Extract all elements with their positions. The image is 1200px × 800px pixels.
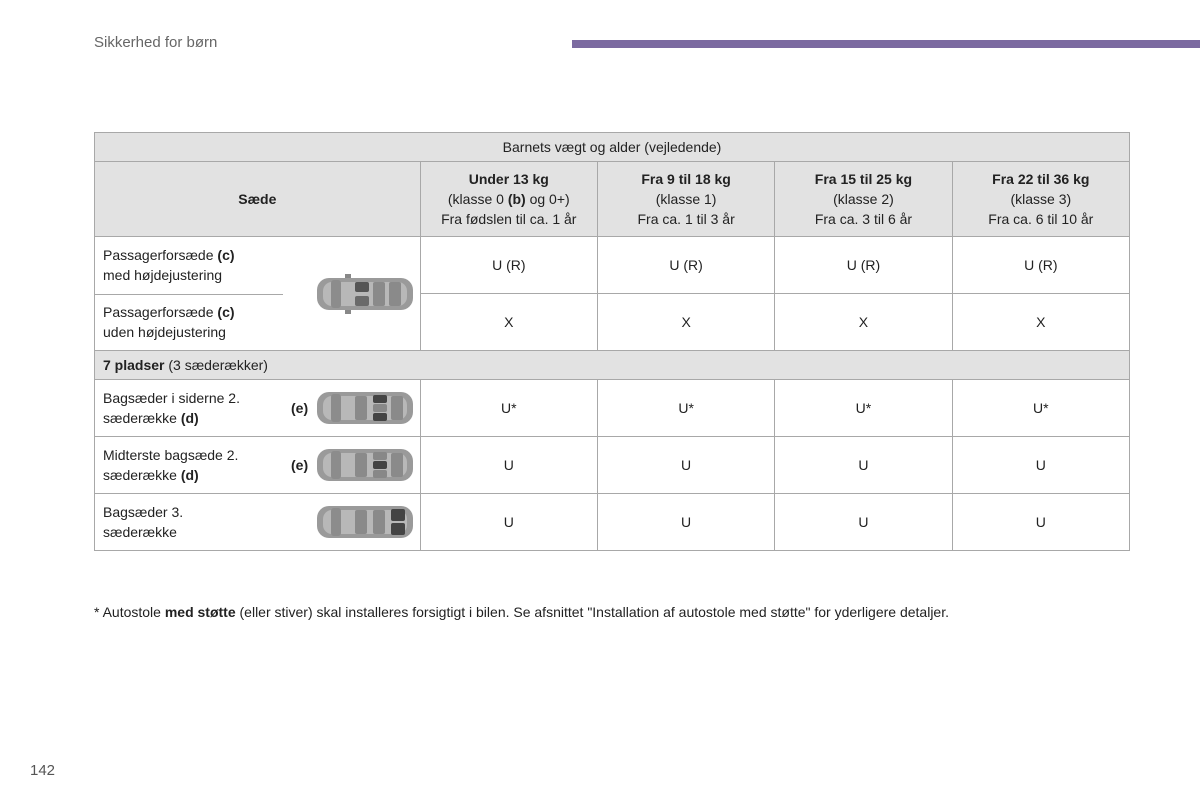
value-cell: U* bbox=[597, 380, 774, 437]
weight-age-header: Barnets vægt og alder (vejledende) bbox=[95, 133, 1130, 162]
column-header-class3: Fra 22 til 36 kg (klasse 3) Fra ca. 6 til 10 år bbox=[952, 162, 1129, 237]
seat-label-cell bbox=[95, 237, 421, 294]
section-label: 7 pladser (3 sæderækker) bbox=[95, 351, 1130, 380]
seat-label: Passagerforsæde (c) med højdejustering bbox=[103, 247, 235, 284]
section-row-7-seats bbox=[95, 351, 1130, 380]
car-rear-side-seats-icon bbox=[315, 386, 415, 430]
row-divider bbox=[95, 294, 283, 295]
value-cell: U (R) bbox=[775, 237, 952, 294]
value-cell: U bbox=[597, 437, 774, 494]
value-cell: U (R) bbox=[597, 237, 774, 294]
value-cell: U bbox=[775, 494, 952, 551]
note-e: (e) bbox=[291, 400, 309, 416]
table-row bbox=[95, 437, 1130, 494]
table-top-header-row bbox=[95, 133, 1130, 162]
table-row bbox=[95, 237, 1130, 294]
header-accent-bar bbox=[572, 40, 1200, 48]
seat-label-cell bbox=[95, 380, 421, 437]
value-cell: U bbox=[952, 494, 1129, 551]
table-column-header-row bbox=[95, 162, 1130, 237]
column-header-class1: Fra 9 til 18 kg (klasse 1) Fra ca. 1 til 3 år bbox=[597, 162, 774, 237]
value-cell: U* bbox=[952, 380, 1129, 437]
value-cell: U* bbox=[420, 380, 597, 437]
seat-column-header: Sæde bbox=[95, 162, 421, 237]
seat-label: Midterste bagsæde 2. sæderække (d) bbox=[103, 447, 239, 483]
seat-label-cell bbox=[95, 437, 421, 494]
value-cell: X bbox=[775, 294, 952, 351]
column-header-class0: Under 13 kg (klasse 0 (b) og 0+) Fra fødslen til ca. 1 år bbox=[420, 162, 597, 237]
column-header-class2: Fra 15 til 25 kg (klasse 2) Fra ca. 3 til 6 år bbox=[775, 162, 952, 237]
table-row bbox=[95, 380, 1130, 437]
seat-label: Passagerforsæde (c) uden højdejustering bbox=[103, 303, 235, 340]
child-seat-table bbox=[94, 132, 1130, 551]
car-third-row-icon bbox=[315, 500, 415, 544]
seat-label: Bagsæder i siderne 2. sæderække (d) bbox=[103, 390, 240, 426]
value-cell: U* bbox=[775, 380, 952, 437]
value-cell: U bbox=[775, 437, 952, 494]
value-cell: X bbox=[597, 294, 774, 351]
footnote: * Autostole med støtte (eller stiver) skal installeres forsigtigt i bilen. Se afsnittet "Installation af autostole med støtte" for yderligere detaljer. bbox=[94, 604, 949, 620]
value-cell: U (R) bbox=[420, 237, 597, 294]
car-front-seat-icon bbox=[315, 272, 415, 316]
table-row bbox=[95, 494, 1130, 551]
note-e: (e) bbox=[291, 457, 309, 473]
seat-label: Bagsæder 3. sæderække bbox=[103, 504, 184, 540]
seat-label-cell bbox=[95, 494, 421, 551]
value-cell: U bbox=[420, 437, 597, 494]
value-cell: U bbox=[952, 437, 1129, 494]
value-cell: U (R) bbox=[952, 237, 1129, 294]
page-header-title: Sikkerhed for børn bbox=[94, 34, 218, 51]
value-cell: U bbox=[597, 494, 774, 551]
table-row bbox=[95, 294, 1130, 351]
page-number: 142 bbox=[30, 762, 56, 779]
car-rear-middle-seat-icon bbox=[315, 443, 415, 487]
value-cell: U bbox=[420, 494, 597, 551]
value-cell: X bbox=[952, 294, 1129, 351]
value-cell: X bbox=[420, 294, 597, 351]
